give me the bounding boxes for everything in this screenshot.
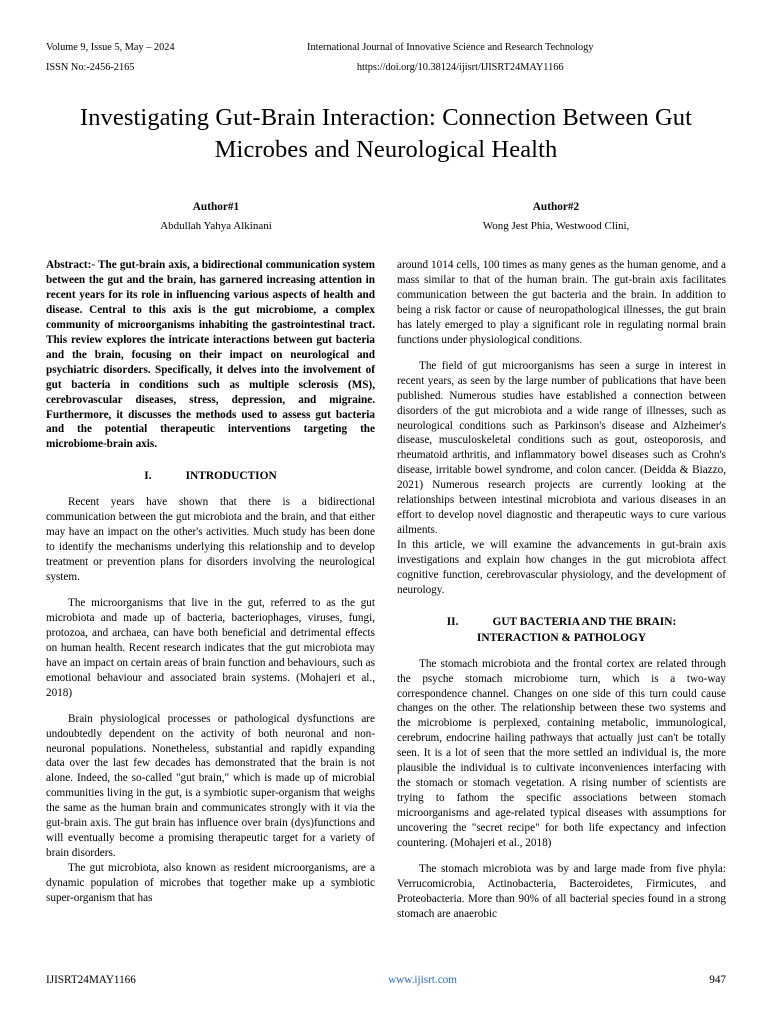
author-2-affiliation: Wong Jest Phia, Westwood Clini,: [482, 219, 630, 232]
left-column: [46, 258, 375, 906]
left-paragraph-2: The microorganisms that live in the gut, referred to as the gut microbiota and made up of bacteria, bacteriophages, viruses, fungi, protozoa, and archaea, can have both beneficial and detrimental effects on human health. Recent research indicates that the gut microbiota may have an impact on certain areas of brain function and behaviours, such as emotional behaviour and associated brain systems. (Mohajeri et al., 2018): [46, 596, 375, 699]
issn-text: ISSN No:-2456-2165: [46, 61, 135, 73]
section-heading-introduction: [46, 469, 375, 484]
section-heading-gut-bacteria-brain: [397, 615, 726, 646]
right-paragraph-3: In this article, we will examine the advancements in gut-brain axis investigations and explain how changes in the gut microbiota affect cognitive function, cerebrovascular physiology, and the development of neurology.: [397, 539, 726, 597]
running-head: [46, 40, 726, 76]
author-1-affiliation: Abdullah Yahya Alkinani: [160, 219, 272, 232]
journal-name-text: International Journal of Innovative Science and Research Technology: [307, 42, 594, 53]
author-2: [386, 199, 726, 234]
abstract-text: The gut-brain axis, a bidirectional communication system between the gut and the brain, has garnered increasing attention in recent years for its role in influencing various aspects of health and disease. Central to this axis is the gut microbiome, a complex community of microorganisms inhabiting the gastrointestinal tract. This review explores the intricate interactions between gut bacteria and the brain, focusing on their impact on neurological and psychiatric disorders. Specifically, it delves into the involvement of gut bacteria in conditions such as multiple sclerosis (MS), cerebrovascular diseases, stress, depression, and migraine. Furthermore, it discusses the methods used to assess gut bacteria and the potential therapeutic interventions targeting the microbiome-brain axis.: [46, 259, 375, 451]
right-paragraph-2: The field of gut microorganisms has seen a surge in interest in recent years, as seen by the large number of publications that have been published. Numerous studies have established a connection between disorders of the gut microbiota and a wide range of illnesses, such as neurological conditions such as Parkinson's disease and Alzheimer's disease, musculoskeletal conditions such as gout, osteoporosis, and rheumatoid arthritis, and inflammatory bowel diseases such as Crohn's disease, irritable bowel syndrome, and colon cancer. (Deidda & Biazzo, 2021) Numerous research projects are currently looking at the relationships between intestinal microbiota and various diseases in an effort to develop novel diagnostic and therapeutic ways to cure various ailments.: [397, 359, 726, 537]
section-2-subtitle: INTERACTION & PATHOLOGY: [476, 631, 647, 644]
section-2-number: II.: [446, 615, 459, 628]
page-footer: [46, 974, 726, 986]
body-columns: [46, 258, 726, 922]
page-title: Investigating Gut-Brain Interaction: Connection Between Gut Microbes and Neurological Health: [79, 103, 693, 164]
author-block: [46, 199, 726, 234]
running-head-row-1: [46, 40, 726, 56]
section-1-number: I.: [144, 470, 152, 483]
right-paragraph-4: The stomach microbiota and the frontal cortex are related through the psyche stomach microbiome turn, which is a two-way correspondence channel. Changes on one side of this turn could cause changes on the other. The relationship between these two systems and the microbiome is perplexed, containing metabolic, immunological, cerebrum, endocrine hailing pathways that actually just can't be totally seen. It is a lot of seen that the more settled an individual is, the more plausible the individual is to cultivate inconveniences interfacing with the stomach or stomach vegetation. A rising number of scientists are trying to fathom the specific associations between stomach microorganisms and age-related typical diseases with assumptions for uncovering the "secret recipe" for both life expectancy and infection countering. (Mohajeri et al., 2018): [397, 657, 726, 850]
left-paragraph-1: Recent years have shown that there is a bidirectional communication between the gut microbiota and the brain, and that either may have an impact on the other's activities. Much study has been done to identify the mechanisms underlying this relationship and to develop treatment or prevention plans for disorders involving the neurological system.: [46, 496, 375, 583]
section-1-title: INTRODUCTION: [185, 470, 277, 483]
left-paragraph-4: The gut microbiota, also known as resident microorganisms, are a dynamic population of microbes that together make up a symbiotic super-organism that has: [46, 862, 375, 905]
volume-issue-text: Volume 9, Issue 5, May – 2024: [46, 42, 175, 53]
left-paragraph-3: Brain physiological processes or pathological dysfunctions are undoubtedly dependent on the activity of both neuronal and non-neuronal populations. Nonetheless, substantial and rapidly expanding data over the last few decades has demonstrated that the brain is not alone. Indeed, the so-called "gut brain," which is made up of microbial communities living in the gut, is a symbiotic super-organism that weighs the same as the human brain and communicates strongly with it via the gut-brain axis. The gut brain has influence over brain (dys)functions and will eventually become a promising therapeutic target for a variety of brain disorders.: [46, 712, 375, 860]
title-block: [46, 102, 726, 167]
footer-page-number: 947: [709, 974, 726, 986]
author-2-label: Author#2: [532, 200, 580, 213]
running-head-row-2: [46, 60, 726, 76]
author-1: [46, 199, 386, 234]
abstract-label: Abstract:-: [46, 259, 96, 271]
right-paragraph-1: around 1014 cells, 100 times as many genes as the human genome, and a mass similar to that of the human brain. The gut-brain axis facilitates communication between the gut bacteria and the brain. In addition to being a risk factor or cause of neuropathological illnesses, the gut brain has lately emerged to play a significant role in regulating normal brain functions under physiological conditions.: [397, 259, 726, 346]
section-2-title: GUT BACTERIA AND THE BRAIN:: [492, 615, 677, 628]
abstract-paragraph: [46, 258, 375, 452]
footer-paper-id: IJISRT24MAY1166: [46, 974, 136, 986]
doi-link[interactable]: https://doi.org/10.38124/ijisrt/IJISRT24MAY1166: [356, 61, 564, 73]
footer-website-link[interactable]: www.ijisrt.com: [388, 974, 457, 986]
right-column: [397, 258, 726, 922]
right-paragraph-5: The stomach microbiota was by and large made from five phyla: Verrucomicrobia, Actinobacteria, Bacteroidetes, Firmicutes, and Proteobacteria. More than 90% of all bacterial species found in a strong stomach are anaerobic: [397, 863, 726, 920]
author-1-label: Author#1: [192, 200, 240, 213]
